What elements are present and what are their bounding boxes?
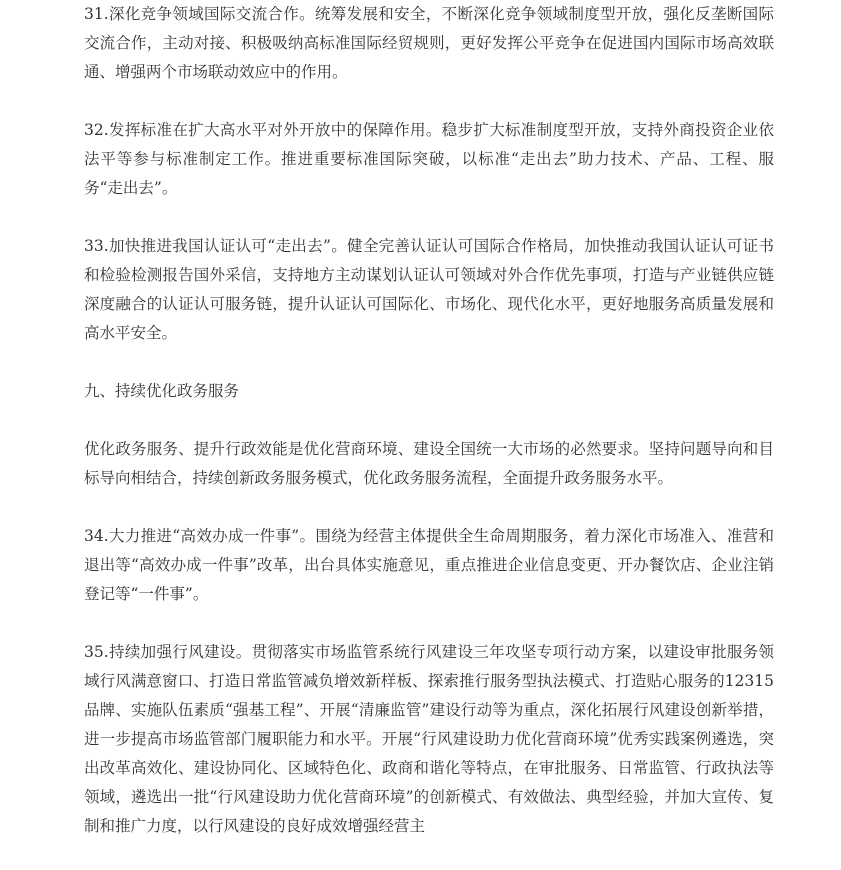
paragraph-32: 32.发挥标准在扩大高水平对外开放中的保障作用。稳步扩大标准制度型开放，支持外商投资企业依法平等参与标准制定工作。推进重要标准国际突破，以标准“走出去”助力技术、产品、工程、服务“走出去”。 xyxy=(84,121,774,197)
paragraph-35: 35.持续加强行风建设。贯彻落实市场监管系统行风建设三年攻坚专项行动方案，以建设审批服务领域行风满意窗口、打造日常监管减负增效新样板、探索推行服务型执法模式、打造贴心服务的12315品牌、实施队伍素质“强基工程”、开展“清廉监管”建设行动等为重点，深化拓展行风建设创新举措，进一步提高市场监管部门履职能力和水平。开展“行风建设助力优化营商环境”优秀实践案例遴选，突出改革高效化、建设协同化、区域特色化、政商和谐化等特点，在审批服务、日常监管、行政执法等领域，遴选出一批“行风建设助力优化营商环境”的创新模式、有效做法、典型经验，并加大宣传、复制和推广力度，以行风建设的良好成效增强经营主 xyxy=(84,643,774,835)
paragraph-31: 31.深化竞争领域国际交流合作。统筹发展和安全，不断深化竞争领域制度型开放，强化反垄断国际交流合作，主动对接、积极吸纳高标准国际经贸规则，更好发挥公平竞争在促进国内国际市场高效联通、增强两个市场联动效应中的作用。 xyxy=(84,5,774,81)
section-heading-9: 九、持续优化政务服务 xyxy=(84,382,240,400)
paragraph-33: 33.加快推进我国认证认可“走出去”。健全完善认证认可国际合作格局，加快推动我国认证认可证书和检验检测报告国外采信，支持地方主动谋划认证认可领域对外合作优先事项，打造与产业链供应链深度融合的认证认可服务链，提升认证认可国际化、市场化、现代化水平，更好地服务高质量发展和高水平安全。 xyxy=(84,237,774,342)
document-body xyxy=(84,0,774,870)
paragraph-34: 34.大力推进“高效办成一件事”。围绕为经营主体提供全生命周期服务，着力深化市场准入、准营和退出等“高效办成一件事”改革，出台具体实施意见，重点推进企业信息变更、开办餐饮店、企业注销登记等“一件事”。 xyxy=(84,527,774,603)
paragraph-section-intro: 优化政务服务、提升行政效能是优化营商环境、建设全国统一大市场的必然要求。坚持问题导向和目标导向相结合，持续创新政务服务模式，优化政务服务流程，全面提升政务服务水平。 xyxy=(84,440,774,487)
